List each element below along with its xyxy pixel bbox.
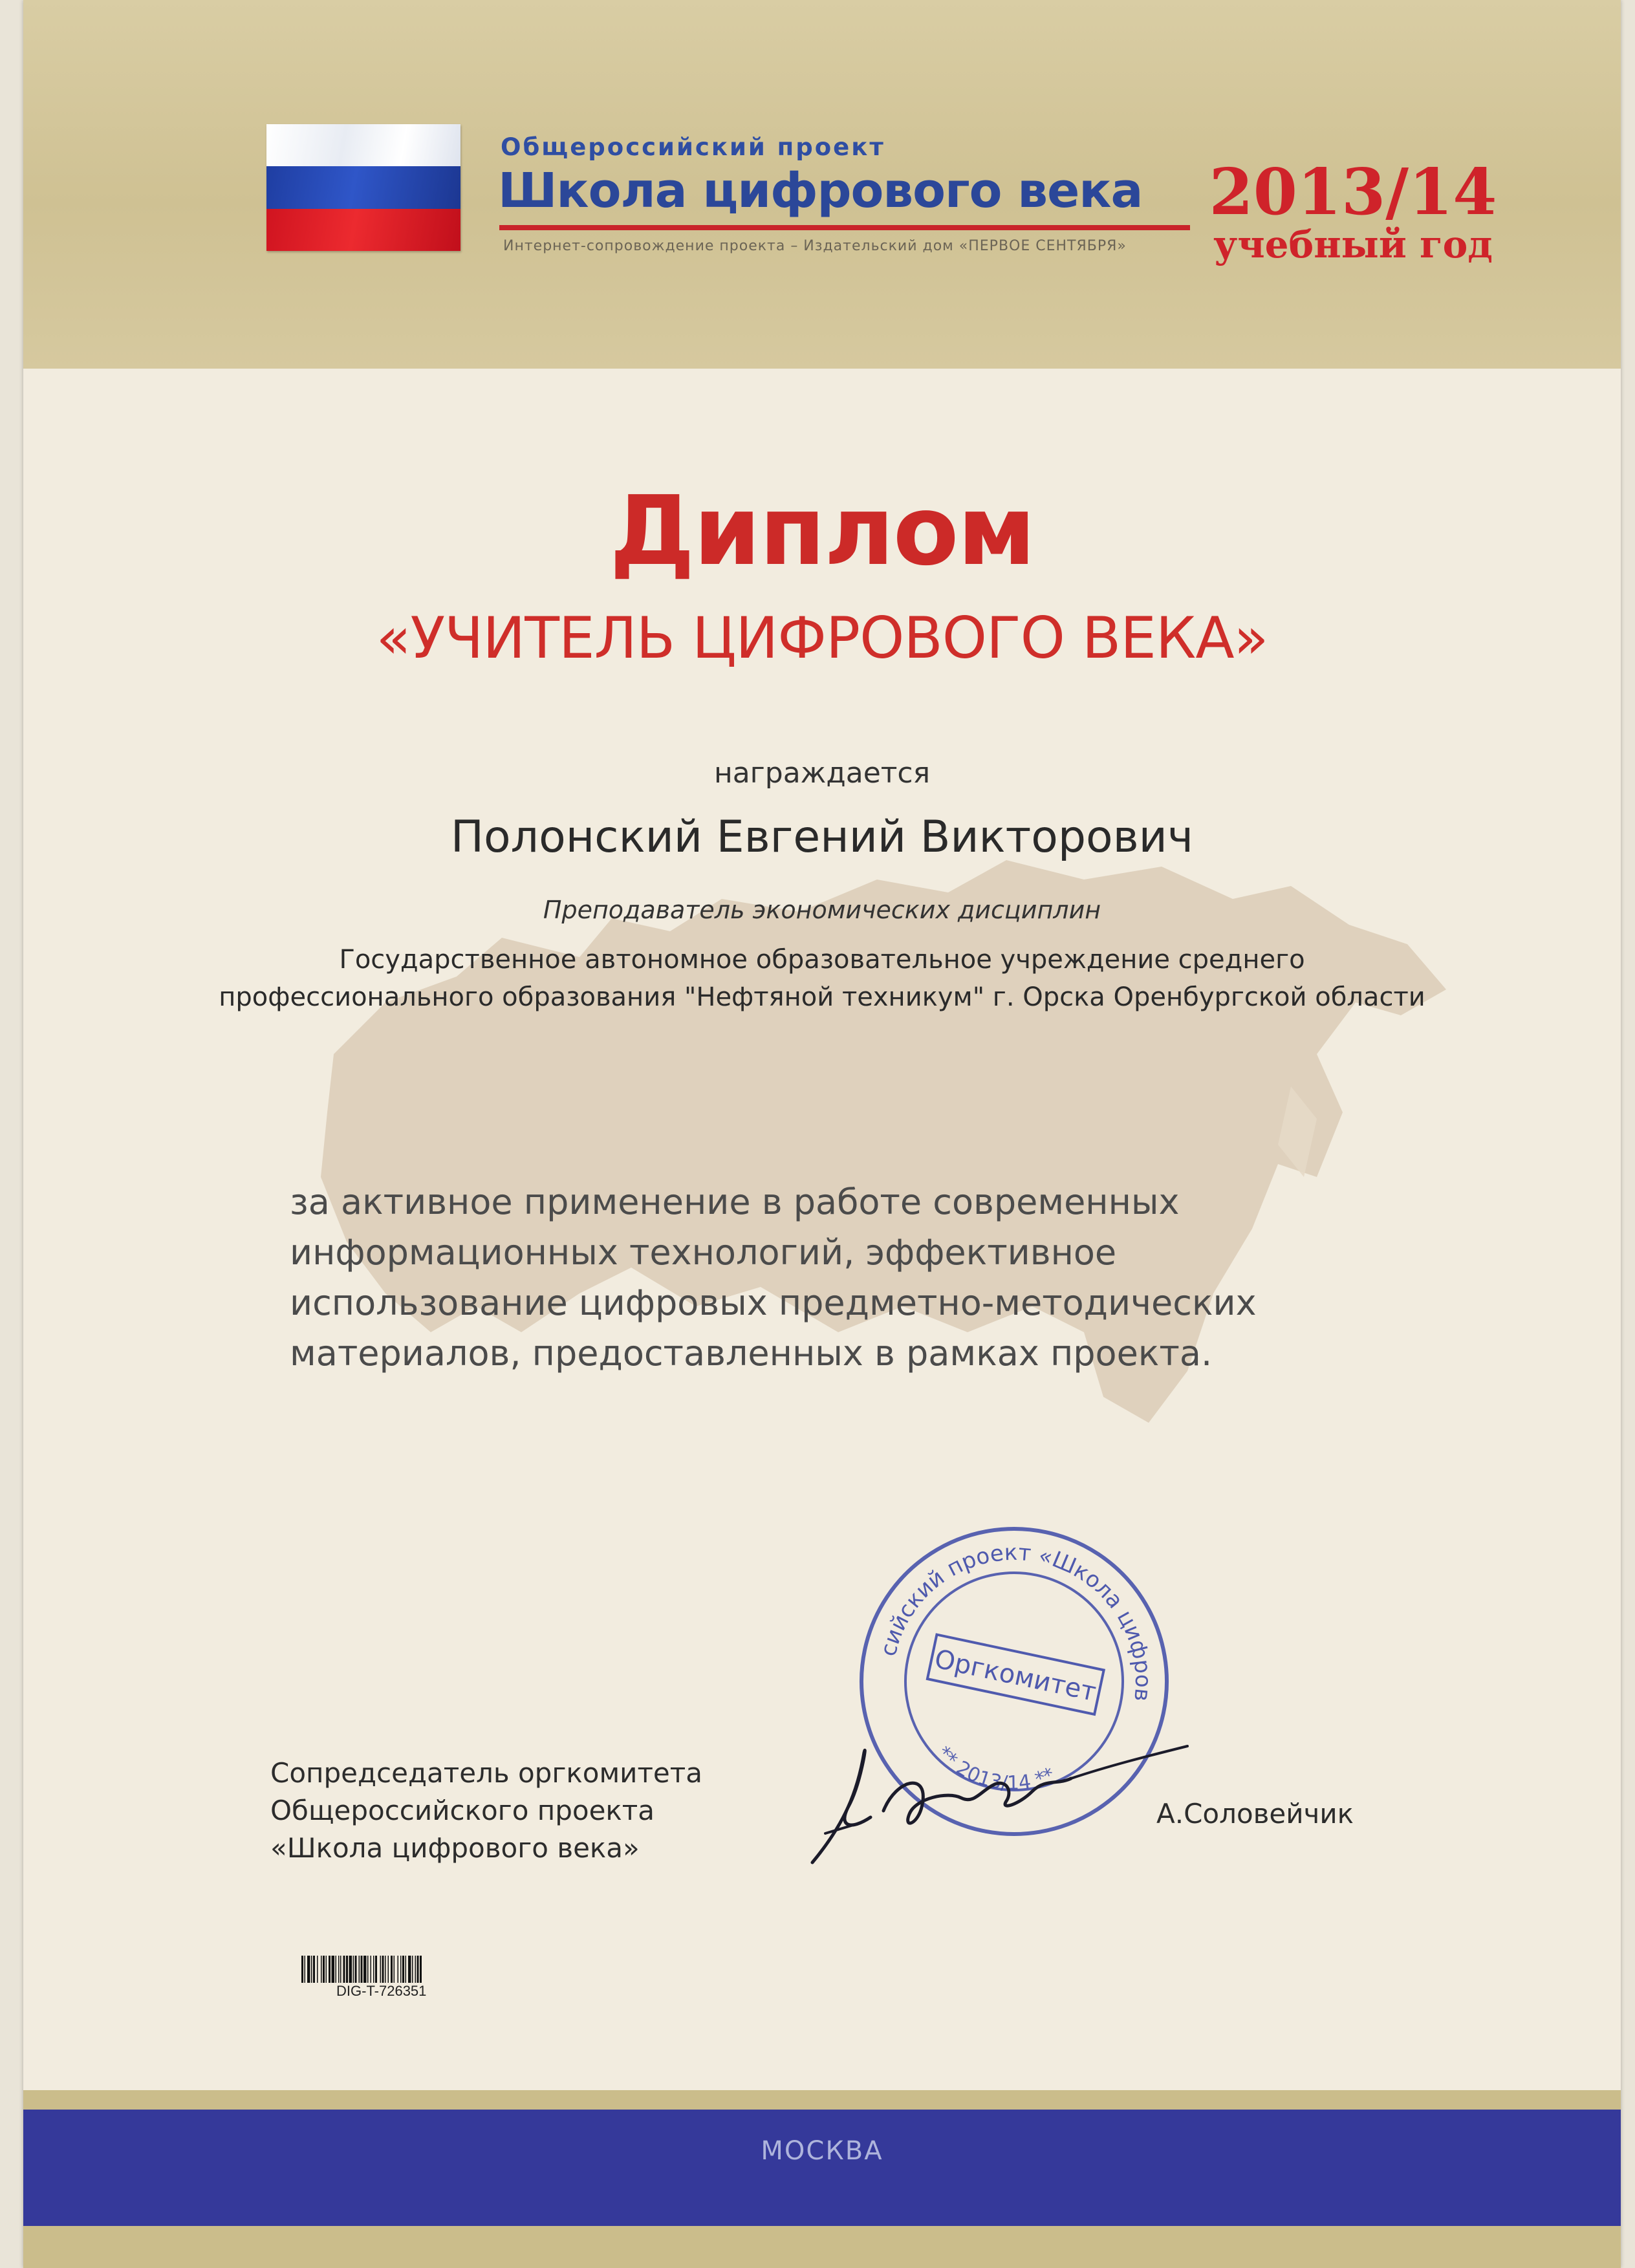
reason-line: материалов, предоставленных в рамках проекта.	[290, 1333, 1213, 1374]
project-subtitle: Общероссийский проект	[501, 133, 885, 161]
reason-line: информационных технологий, эффективное	[290, 1232, 1117, 1273]
nomination-title: «УЧИТЕЛЬ ЦИФРОВОГО ВЕКА»	[376, 605, 1268, 671]
header-divider	[499, 225, 1190, 230]
signer-title	[270, 1755, 702, 1867]
signer-title-line: «Школа цифрового века»	[270, 1832, 640, 1864]
russian-flag-icon	[266, 124, 460, 251]
signer-title-line: Сопредседатель оргкомитета	[270, 1757, 702, 1789]
project-title: Школа цифрового века	[498, 163, 1143, 219]
handwritten-signature	[786, 1694, 1213, 1875]
footer-gold-strip	[23, 2090, 1621, 2110]
diploma-sheet	[23, 0, 1621, 2268]
academic-year	[1185, 155, 1521, 266]
footer-city: МОСКВА	[761, 2136, 883, 2166]
reason-line: использование цифровых предметно-методических	[290, 1282, 1257, 1323]
stamp-ring-text: Общероссийский проект «Школа цифрового	[875, 1539, 1156, 1703]
stamp-year-text: ** 2013/14 **	[932, 1742, 1058, 1795]
barcode-number: DIG-T-726351	[336, 1983, 427, 1999]
signer-title-line: Общероссийского проекта	[270, 1795, 655, 1826]
project-note: Интернет-сопровождение проекта – Издательский дом «ПЕРВОЕ СЕНТЯБРЯ»	[503, 238, 1127, 254]
awarded-label: награждается	[713, 757, 931, 790]
organization-line: профессионального образования "Нефтяной техникум" г. Орска Оренбургской области	[219, 982, 1425, 1012]
recipient-organization	[23, 941, 1621, 1016]
award-reason	[290, 1177, 1454, 1379]
organization-line: Государственное автономное образовательное учреждение среднего	[339, 945, 1305, 975]
diploma-title: Диплом	[609, 475, 1035, 587]
barcode-icon	[301, 1956, 475, 1983]
year-number: 2013/14	[1209, 155, 1497, 230]
stamp-center-text: Оргкомитет	[931, 1644, 1099, 1708]
footer-band	[23, 2110, 1621, 2226]
recipient-position: Преподаватель экономических дисциплин	[543, 896, 1101, 924]
signer-name: А.Соловейчик	[1156, 1798, 1354, 1830]
footer-gold-strip-bottom	[23, 2226, 1621, 2268]
recipient-name: Полонский Евгений Викторович	[450, 812, 1194, 863]
reason-line: за активное применение в работе современных	[290, 1182, 1180, 1222]
year-caption: учебный год	[1213, 222, 1493, 266]
